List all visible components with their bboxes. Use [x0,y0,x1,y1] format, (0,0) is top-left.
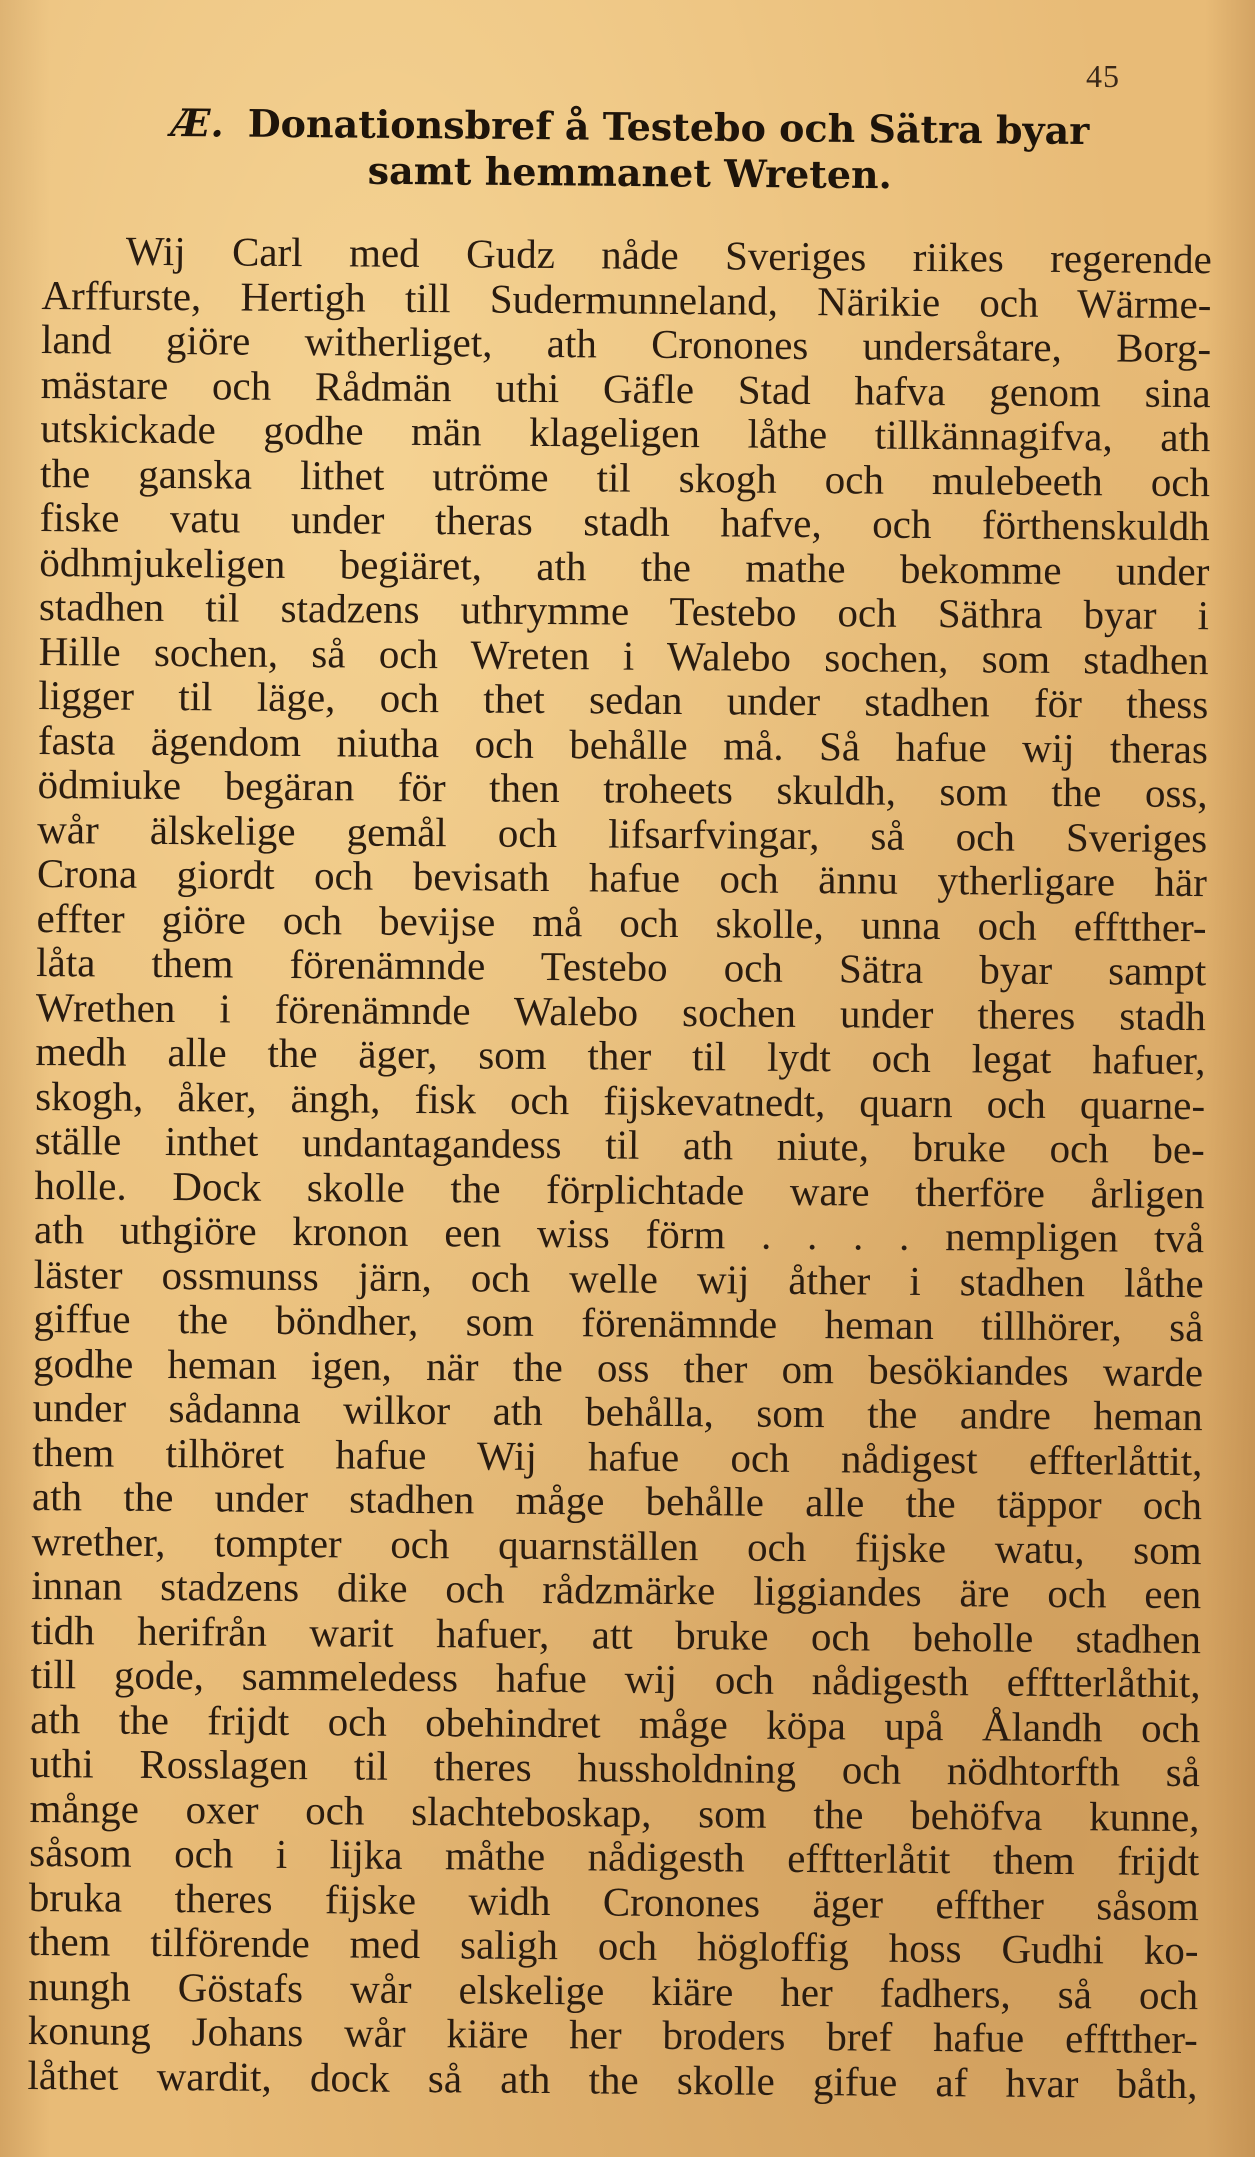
heading-title-part-1: Donationsbref å Testebo och Sätra byar [247,100,1090,154]
text-line: holle. Dock skolle the förplichtade ware therföre årligen [34,1161,1205,1217]
text-line: ath uthgiöre kronon een wiss förm . . . . nempligen två [33,1205,1205,1262]
text-line: Wrethen i förenämnde Walebo sochen under theres stadh [35,983,1207,1039]
text-line: månge oxer och slachteboskap, som the behöfva kunne, [29,1784,1200,1840]
page-number: 45 [1086,58,1120,94]
text-line: ödhmjukeligen begiäret, ath the mathe bekomme under [39,538,1210,594]
text-line: Hille sochen, så och Wreten i Walebo sochen, som stadhen [38,627,1209,683]
text-line: nungh Göstafs wår elskelige kiäre her fadhers, så och [28,1962,1199,2018]
text-line: godhe heman igen, när the oss ther om besökiandes warde [32,1339,1204,1395]
text-line: Arffurste, Hertigh till Sudermunneland, Närikie och Wärme- [41,271,1212,327]
text-line: ödmiuke begäran för then troheets skuldh, som the oss, [37,760,1208,817]
text-line: effter giöre och bevijse må och skolle, unna och efftther- [36,894,1207,950]
text-line: stadhen til stadzens uthrymme Testebo och Säthra byar i [38,582,1210,639]
section-heading [140,100,1121,201]
body-text [27,228,1212,2106]
text-line: medh alle the äger, som ther til lydt och legat hafuer, [35,1027,1206,1084]
text-line: them tilhöret hafue Wij hafue och nådigest effterlåttit, [32,1428,1203,1484]
text-line: Crona giordt och bevisath hafue och ännu ytherligare här [36,849,1208,906]
text-line: Wij Carl med Gudz nåde Sveriges riikes regerende [125,227,1212,283]
text-line: skogh, åker, ängh, fisk och fijskevatnedt, quarn och quarne- [35,1072,1206,1128]
text-line: utskickade godhe män klageligen låthe tillkännagifva, ath [40,404,1211,461]
heading-line-1 [140,100,1120,155]
text-line: ath the under stadhen måge behålle alle the täppor och [31,1472,1203,1529]
text-line: ligger til läge, och thet sedan under stadhen för thess [38,671,1209,728]
text-line: konung Johans wår kiäre her broders bref hafue efftther- [27,2006,1198,2063]
text-line: wrether, tompter och quarnställen och fijske watu, som [31,1517,1202,1573]
text-line: innan stadzens dike och rådzmärke liggiandes äre och een [31,1561,1202,1618]
text-line: giffue the böndher, som förenämnde heman tillhörer, så [33,1294,1204,1351]
text-line: bruka theres fijske widh Cronones äger effther såsom [28,1873,1200,1929]
text-line: tidh herifrån warit hafuer, att bruke och beholle stadhen [30,1606,1202,1662]
text-line: uthi Rosslagen til theres hussholdning och nödhtorfth så [29,1739,1201,1796]
section-letter: Æ. [170,99,224,146]
text-line: låthet wardit, dock så ath the skolle gifue af hvar båth, [27,2051,1198,2107]
text-line: them tilförende med saligh och högloffig hoss Gudhi ko- [28,1917,1199,1974]
text-line: läster ossmunss järn, och welle wij åther i stadhen låthe [33,1250,1204,1306]
text-line: ath the frijdt och obehindret måge köpa upå Ålandh och [30,1695,1201,1751]
text-line: låta them förenämnde Testebo och Sätra byar sampt [36,938,1207,995]
text-line: under sådanna wilkor ath behålla, som the andre heman [32,1383,1203,1440]
text-line: ställe inthet undantagandess til ath niute, bruke och be- [34,1116,1205,1173]
text-line: såsom och i lijka måthe nådigesth efftterlåtit them frijdt [29,1828,1200,1885]
text-line: land giöre witherliget, ath Cronones undersåtare, Borg- [40,315,1212,372]
text-line: mästare och Rådmän uthi Gäfle Stad hafva genom sina [40,360,1211,416]
text-line: fiske vatu under theras stadh hafve, och förthenskuldh [39,493,1210,550]
text-line: wår älskelige gemål och lifsarfvingar, så och Sveriges [37,805,1208,861]
text-line: the ganska lithet utröme til skogh och mulebeeth och [39,449,1211,505]
text-line: fasta ägendom niutha och behålle må. Så hafue wij theras [37,716,1209,772]
heading-line-2: samt hemmanet Wreten. [367,147,893,198]
text-line: till gode, sammeledess hafue wij och nådigesth efftterlåthit, [30,1650,1201,1707]
